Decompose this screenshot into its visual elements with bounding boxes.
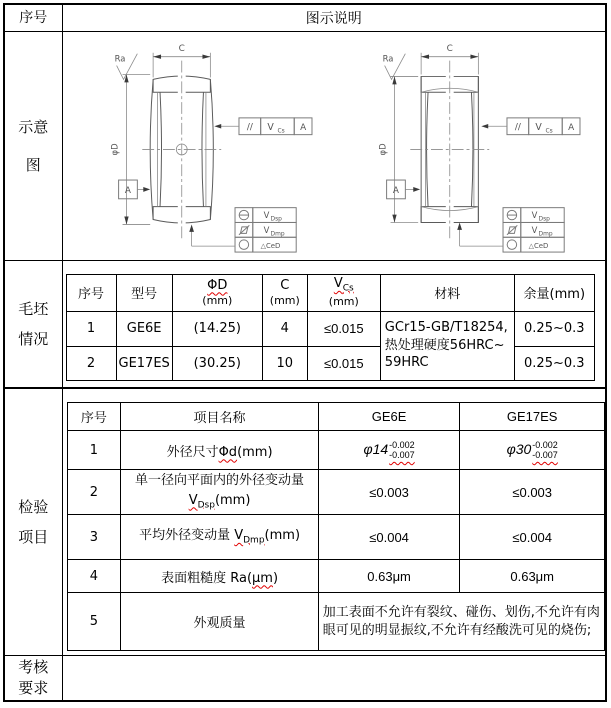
blank-table	[66, 274, 595, 381]
table-row	[67, 560, 605, 593]
cell-c: 10	[262, 346, 307, 380]
schematic-ge6e	[69, 35, 331, 257]
assessment-row	[4, 656, 606, 702]
vcs-label: V	[267, 122, 274, 134]
vcs-datum-label: A	[567, 123, 574, 134]
datum-a-label: A	[124, 185, 131, 196]
cell-model: GE17ES	[116, 346, 172, 380]
parallelism-icon: //	[514, 122, 521, 133]
inspection-label-line1: 检验	[18, 498, 49, 516]
vcs-datum-label: A	[299, 123, 306, 134]
cell-item: 平均外径变动量 $V_{Dmp}(mm)$	[121, 515, 318, 560]
assessment-content-cell	[62, 656, 606, 702]
table-row	[67, 431, 605, 470]
dim-phid-label: φD	[109, 143, 120, 156]
cell-seq: 2	[67, 470, 121, 515]
schematic-row	[4, 32, 606, 261]
inspection-label-line2: 项目	[18, 528, 49, 546]
cell-vcs: ≤0.015	[307, 346, 380, 380]
cell-seq: 1	[67, 431, 121, 470]
parallelism-icon: //	[246, 122, 253, 133]
table-row	[66, 311, 594, 346]
cell-item: 表面粗糙度 Ra(μm)	[121, 560, 318, 593]
col-c	[262, 274, 307, 311]
col-allowance: 余量(mm)	[514, 274, 594, 311]
cell-item: 单一径向平面内的外径变动量$V_{Dsp}(mm)$	[121, 470, 318, 515]
dim-phid-label: φD	[377, 143, 388, 156]
vdsp-label: V	[263, 210, 270, 221]
col-seq: 序号	[66, 274, 116, 311]
roundness-symbol-icon	[239, 240, 248, 249]
schematic-cell	[62, 32, 606, 261]
table-row	[66, 346, 594, 380]
schematic-label-line2: 图	[25, 156, 41, 174]
blank-row-label	[4, 261, 62, 389]
vcs-unit: (mm)	[328, 295, 359, 309]
assessment-row-label	[4, 656, 62, 702]
cell-ge6e: φ14 -0.002 -0.007	[318, 431, 460, 470]
ra-label: Ra	[382, 53, 394, 64]
inspection-row-label	[4, 388, 62, 656]
cell-model: GE6E	[116, 311, 172, 346]
c-unit: (mm)	[269, 293, 300, 307]
cell-ge6e: ≤0.003	[318, 470, 460, 515]
cell-ge6e: ≤0.004	[318, 515, 460, 560]
vdmp-label: V	[531, 224, 538, 235]
inspection-table-cell	[62, 388, 606, 656]
table-row	[67, 515, 605, 560]
cell-seq: 5	[67, 593, 121, 651]
header-seq-label: 序号	[4, 4, 62, 32]
header-row	[4, 4, 606, 32]
cell-allowance: 0.25~0.3	[514, 346, 594, 380]
blank-label-line2: 情况	[18, 330, 49, 348]
ced-label: △CeD	[260, 242, 281, 251]
vcs-label: V	[535, 122, 542, 134]
col-vcs	[307, 274, 380, 311]
vcs-header-sub: Cs	[342, 283, 354, 294]
ced-label: △CeD	[528, 242, 549, 251]
blank-table-cell	[62, 261, 606, 389]
cell-appearance-desc: 加工表面不允许有裂纹、碰伤、划伤,不允许有肉眼可见的明显振纹,不允许有经酸洗可见的烧伤;	[318, 593, 604, 651]
phid-header: ΦD	[207, 277, 228, 293]
dim-c-label: C	[446, 43, 453, 54]
cell-ge17es: ≤0.004	[460, 515, 605, 560]
table-row	[67, 470, 605, 515]
col-seq: 序号	[67, 403, 121, 431]
col-material: 材料	[380, 274, 514, 311]
datum-a-label: A	[392, 185, 399, 196]
col-item: 项目名称	[121, 403, 318, 431]
vdsp-sub-label: Dsp	[538, 216, 550, 223]
blank-header-row	[66, 274, 594, 311]
page-title: 图示说明	[62, 4, 606, 32]
roundness-symbol-icon	[507, 240, 516, 249]
schematic-row-label	[4, 32, 62, 261]
assessment-label-line2: 要求	[18, 679, 49, 697]
cell-vcs: ≤0.015	[307, 311, 380, 346]
dim-c-label: C	[178, 43, 185, 54]
cell-ge6e: 0.63μm	[318, 560, 460, 593]
vdmp-label: V	[263, 224, 270, 235]
schematic-ge17es	[337, 35, 599, 257]
col-model: 型号	[116, 274, 172, 311]
vdsp-label: V	[531, 210, 538, 221]
phid-unit: (mm)	[202, 293, 233, 307]
inspection-header-row	[67, 403, 605, 431]
ra-label: Ra	[114, 53, 126, 64]
col-ge17es: GE17ES	[460, 403, 605, 431]
inspection-table	[67, 402, 606, 651]
vdmp-sub-label: Dmp	[270, 231, 285, 238]
main-table	[3, 3, 607, 702]
cell-allowance: 0.25~0.3	[514, 311, 594, 346]
blank-condition-row	[4, 261, 606, 389]
table-row	[67, 593, 605, 651]
blank-label-line1: 毛坯	[18, 300, 49, 318]
cell-ge17es: 0.63μm	[460, 560, 605, 593]
col-phid	[172, 274, 262, 311]
assessment-label-line1: 考核	[18, 658, 49, 676]
cell-ge17es: ≤0.003	[460, 470, 605, 515]
vdmp-sub-label: Dmp	[538, 231, 553, 238]
cell-seq: 3	[67, 515, 121, 560]
cell-seq: 2	[66, 346, 116, 380]
vcs-sub-label: Cs	[545, 128, 553, 135]
col-ge6e: GE6E	[318, 403, 460, 431]
cell-seq: 4	[67, 560, 121, 593]
vcs-header: V	[333, 276, 343, 292]
inspection-row	[4, 388, 606, 656]
schematic-label-line1: 示意	[18, 118, 49, 136]
cell-c: 4	[262, 311, 307, 346]
cell-seq: 1	[66, 311, 116, 346]
cell-phid: (30.25)	[172, 346, 262, 380]
c-header: C	[280, 277, 290, 293]
vdsp-sub-label: Dsp	[270, 216, 282, 223]
cell-item: 外观质量	[121, 593, 318, 651]
vcs-sub-label: Cs	[277, 128, 285, 135]
cell-item: 外径尺寸Φd(mm)	[121, 431, 318, 470]
cell-phid: (14.25)	[172, 311, 262, 346]
cell-material: GCr15-GB/T18254, 热处理硬度56HRC~59HRC	[380, 311, 514, 380]
cell-ge17es: φ30 -0.002 -0.007	[460, 431, 605, 470]
